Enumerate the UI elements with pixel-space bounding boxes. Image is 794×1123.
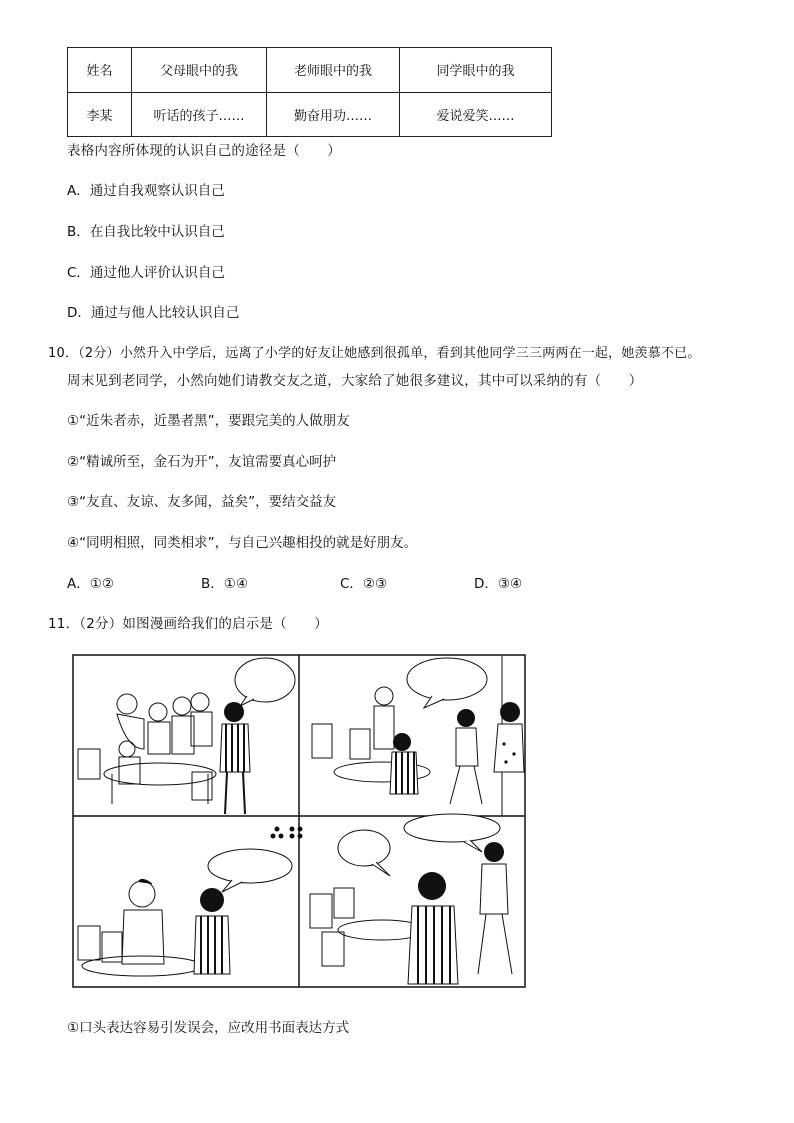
q9-option-a[interactable]: A．通过自我观察认识自己 [67,183,225,199]
q10-stem-line2: 周末见到老同学，小然向她们请教交友之道，大家给了她很多建议，其中可以采纳的有（ ） [67,373,643,389]
q10-option-a[interactable]: A．①② [67,576,114,592]
table-row [68,92,552,137]
q11-stem: 11．（2分）如图漫画给我们的启示是（ ） [48,616,328,632]
table-cell: 爱说爱笑…… [400,92,552,137]
table-cell: 听话的孩子…… [132,92,267,137]
table-header-cell: 父母眼中的我 [132,48,267,93]
q9-option-d[interactable]: D．通过与他人比较认识自己 [67,305,240,321]
evaluation-table [67,47,552,137]
q10-statement-4: ④“同明相照，同类相求”，与自己兴趣相投的就是好朋友。 [67,535,418,551]
table-header-row [68,48,552,93]
table-cell: 李某 [68,92,132,137]
table-header-cell: 姓名 [68,48,132,93]
q10-statement-1: ①“近朱者赤，近墨者黑”，要跟完美的人做朋友 [67,413,350,429]
q9-option-c[interactable]: C．通过他人评价认识自己 [67,265,225,281]
q10-stem-line1: 10．（2分）小然升入中学后，远离了小学的好友让她感到很孤单，看到其他同学三三两两在一起，她羡慕不已。 [48,346,701,361]
table-cell: 勤奋用功…… [267,92,400,137]
q10-option-c[interactable]: C．②③ [340,576,388,592]
q11-statement-1: ①口头表达容易引发误会，应改用书面表达方式 [67,1020,350,1036]
q10-statement-2: ②“精诚所至，金石为开”，友谊需要真心呵护 [67,454,337,470]
table-header-cell: 同学眼中的我 [400,48,552,93]
q10-option-b[interactable]: B．①④ [201,576,248,592]
q9-option-b[interactable]: B．在自我比较中认识自己 [67,224,225,240]
q9-stem: 表格内容所体现的认识自己的途径是（ ） [67,143,341,159]
q10-option-d[interactable]: D．③④ [474,576,523,592]
comic-illustration [72,654,526,988]
q10-statement-3: ③“友直、友谅、友多闻，益矣”，要结交益友 [67,494,337,510]
table-header-cell: 老师眼中的我 [267,48,400,93]
